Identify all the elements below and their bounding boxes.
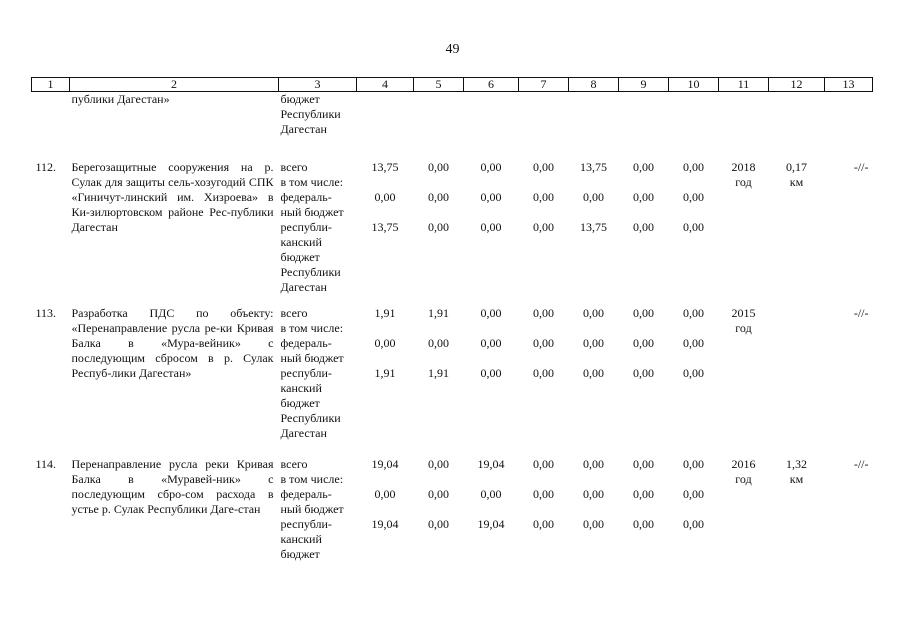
amount-value: 0,00 [683, 457, 704, 471]
amount-value: 0,00 [428, 220, 449, 234]
column-header: 1 [32, 78, 70, 92]
funding-source [279, 451, 357, 567]
length-value [769, 300, 825, 451]
funding-source-line: республи- [280, 366, 332, 380]
amount-value: 0,00 [683, 366, 704, 380]
funding-source-line: канский [280, 381, 322, 395]
amount-value: 0,00 [428, 336, 449, 350]
column-header: 4 [357, 78, 414, 92]
amount-cell [669, 300, 719, 451]
length-line: км [789, 472, 804, 486]
item-description: Берегозащитные сооружения на р. Сулак для защиты сель-хозугодий СПК «Гиничут-линский им. Хизроева» в Ки-зилюртовском районе Рес-публики Дагестан [71, 160, 274, 234]
funding-source-line: Республики [280, 411, 341, 425]
funding-source-line: федераль- [280, 487, 332, 501]
amount-value: 0,00 [480, 160, 502, 174]
amount-cell [414, 154, 464, 300]
length-value [769, 451, 825, 567]
column-header: 13 [825, 78, 873, 92]
column-header: 12 [769, 78, 825, 92]
funding-source-line: всего [280, 306, 308, 320]
amount-value: 0,00 [583, 517, 604, 531]
amount-value: 0,00 [633, 336, 654, 350]
funding-source-line: Дагестан [280, 122, 327, 136]
amount-cell [464, 300, 519, 451]
amount-cell [414, 451, 464, 567]
amount-value: 0,00 [683, 336, 704, 350]
column-header: 2 [70, 78, 279, 92]
amount-cell [519, 154, 569, 300]
completion-year [719, 451, 769, 567]
funding-source [279, 300, 357, 451]
amount-value: 0,00 [428, 487, 449, 501]
funding-source-line: в том числе: [280, 321, 344, 335]
amount-value: 0,00 [533, 306, 554, 320]
amount-value: 0,00 [633, 517, 654, 531]
year-line: год [735, 472, 752, 486]
length-line: 1,32 [786, 457, 807, 471]
funding-source-line: федераль- [280, 190, 332, 204]
amount-cell [414, 300, 464, 451]
funding-source [279, 154, 357, 300]
funding-source-line: ный бюджет [280, 351, 344, 365]
amount-value: 0,00 [428, 517, 449, 531]
amount-value: 0,00 [533, 190, 554, 204]
column-header: 3 [279, 78, 357, 92]
funding-source-line: всего [280, 160, 308, 174]
amount-value: 0,00 [480, 366, 502, 380]
amount-cell [519, 300, 569, 451]
funding-source-line: в том числе: [280, 472, 344, 486]
amount-cell [357, 300, 414, 451]
amount-value: 0,00 [533, 160, 554, 174]
funding-source-line: Дагестан [280, 280, 327, 294]
funding-source-line: Дагестан [280, 426, 327, 440]
amount-value: 0,00 [633, 366, 654, 380]
funding-source-line: в том числе: [280, 175, 344, 189]
funding-source-line: канский [280, 532, 322, 546]
funding-source-line: всего [280, 457, 308, 471]
amount-value: 0,00 [683, 306, 704, 320]
column-header: 9 [619, 78, 669, 92]
amount-value: 0,00 [374, 336, 396, 350]
amount-value: 0,00 [683, 160, 704, 174]
amount-cell [357, 451, 414, 567]
column-number-row [32, 78, 873, 92]
amount-value: 0,00 [374, 487, 396, 501]
amount-cell [669, 154, 719, 300]
length-line: км [789, 175, 804, 189]
amount-value: 0,00 [583, 487, 604, 501]
amount-value: 0,00 [428, 457, 449, 471]
amount-value: 0,00 [633, 190, 654, 204]
amount-value: 13,75 [371, 160, 399, 174]
amount-value: 0,00 [428, 160, 449, 174]
completion-year [719, 300, 769, 451]
item-description: Перенаправление русла реки Кривая Балка в «Муравей-ник» с последующим сбро-сом расхода в устье р. Сулак Республики Даге-стан [71, 457, 274, 516]
amount-value: 0,00 [480, 487, 502, 501]
year-line: 2015 [731, 306, 756, 320]
year-line: 2018 [731, 160, 756, 174]
funding-source-line: бюджет [280, 547, 320, 561]
amount-value: 0,00 [480, 306, 502, 320]
year-line: 2016 [731, 457, 756, 471]
amount-cell [519, 451, 569, 567]
length-line [769, 306, 825, 321]
item-description: Разработка ПДС по объекту: «Перенаправление русла ре-ки Кривая Балка в «Мура-вейник» с последующим сбросом в р. Сулак Респуб-лики Дагестан» [71, 306, 274, 380]
amount-value: 1,91 [428, 306, 449, 320]
funding-source-line: ный бюджет [280, 502, 344, 516]
amount-value: 13,75 [580, 160, 607, 174]
amount-value: 0,00 [583, 336, 604, 350]
item-note: -//- [853, 457, 869, 471]
table-row [32, 154, 873, 300]
amount-value: 19,04 [371, 457, 399, 471]
amount-cell [669, 451, 719, 567]
amount-cell [569, 451, 619, 567]
item-note: -//- [853, 306, 869, 320]
year-line: год [735, 321, 752, 335]
amount-value: 1,91 [428, 366, 449, 380]
amount-cell [569, 300, 619, 451]
amount-cell [357, 154, 414, 300]
completion-year [719, 154, 769, 300]
funding-source-line: республи- [280, 517, 332, 531]
amount-value: 13,75 [580, 220, 607, 234]
amount-value: 13,75 [371, 220, 399, 234]
amount-value: 0,00 [533, 517, 554, 531]
column-header: 11 [719, 78, 769, 92]
amount-cell [619, 300, 669, 451]
funding-source-line: бюджет [280, 92, 320, 106]
amount-value: 0,00 [583, 306, 604, 320]
column-header: 10 [669, 78, 719, 92]
amount-value: 1,91 [374, 306, 396, 320]
length-line: 0,17 [786, 160, 807, 174]
amount-value: 0,00 [583, 366, 604, 380]
amount-value: 1,91 [374, 366, 396, 380]
amount-value: 0,00 [633, 306, 654, 320]
program-table [31, 77, 873, 567]
amount-value: 19,04 [371, 517, 399, 531]
table-row [32, 300, 873, 451]
item-note: -//- [853, 160, 869, 174]
amount-value: 0,00 [583, 457, 604, 471]
amount-value: 0,00 [683, 220, 704, 234]
length-line [769, 321, 825, 336]
amount-cell [464, 154, 519, 300]
amount-value: 19,04 [477, 517, 505, 531]
funding-source [279, 92, 357, 155]
year-line: год [735, 175, 752, 189]
column-header: 6 [464, 78, 519, 92]
column-header: 5 [414, 78, 464, 92]
funding-source-line: бюджет [280, 250, 320, 264]
item-description: публики Дагестан» [71, 92, 170, 106]
amount-value: 0,00 [428, 190, 449, 204]
amount-value: 0,00 [533, 457, 554, 471]
amount-value: 0,00 [480, 190, 502, 204]
page-number: 49 [445, 42, 460, 57]
item-number: 113. [35, 306, 57, 320]
amount-cell [619, 451, 669, 567]
funding-source-line: Республики [280, 107, 341, 121]
amount-value: 0,00 [633, 160, 654, 174]
amount-value: 0,00 [683, 517, 704, 531]
amount-value: 0,00 [683, 190, 704, 204]
amount-value: 0,00 [633, 457, 654, 471]
amount-cell [569, 154, 619, 300]
funding-source-line: ный бюджет [280, 205, 344, 219]
funding-source-line: канский [280, 235, 322, 249]
column-header: 7 [519, 78, 569, 92]
amount-value: 0,00 [533, 220, 554, 234]
amount-value: 0,00 [533, 487, 554, 501]
amount-value: 0,00 [533, 366, 554, 380]
amount-cell [619, 154, 669, 300]
amount-value: 0,00 [480, 336, 502, 350]
item-number: 112. [35, 160, 57, 174]
item-number: 114. [35, 457, 57, 471]
column-header: 8 [569, 78, 619, 92]
amount-value: 0,00 [683, 487, 704, 501]
amount-value: 0,00 [374, 190, 396, 204]
amount-value: 0,00 [480, 220, 502, 234]
length-value [769, 154, 825, 300]
amount-value: 0,00 [583, 190, 604, 204]
table-row [32, 451, 873, 567]
funding-source-line: бюджет [280, 396, 320, 410]
amount-value: 0,00 [633, 487, 654, 501]
amount-value: 0,00 [633, 220, 654, 234]
funding-source-line: федераль- [280, 336, 332, 350]
table-row-continuation [32, 92, 873, 155]
amount-value: 19,04 [477, 457, 505, 471]
funding-source-line: республи- [280, 220, 332, 234]
amount-cell [464, 451, 519, 567]
funding-source-line: Республики [280, 265, 341, 279]
amount-value: 0,00 [533, 336, 554, 350]
